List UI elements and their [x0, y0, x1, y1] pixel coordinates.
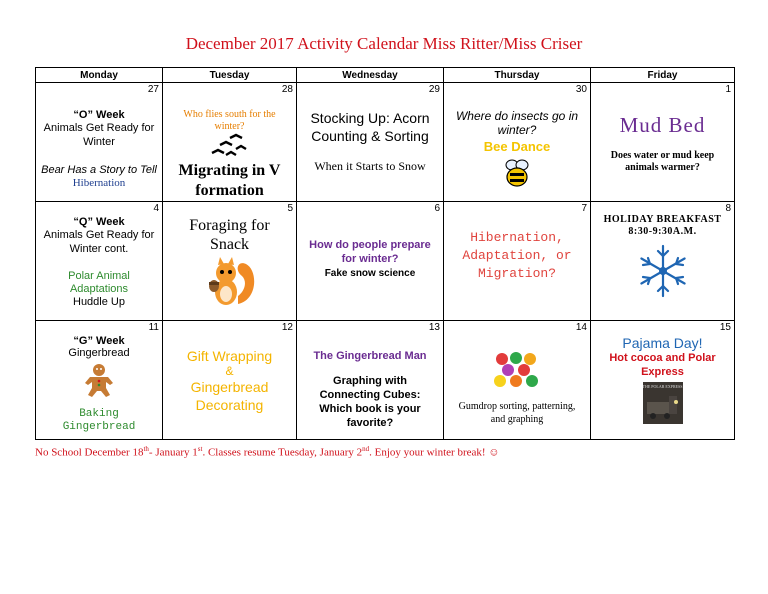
activity-text: Foraging for Snack: [189, 217, 270, 253]
activity-text: Stocking Up: Acorn Counting & Sorting: [310, 110, 430, 144]
footer-sup: st: [197, 445, 203, 453]
day-cell: [163, 202, 297, 321]
squirrel-icon: [163, 256, 296, 313]
geese-icon: [163, 133, 296, 161]
date-number: 4: [153, 203, 159, 214]
day-header-friday: Friday: [591, 68, 735, 83]
day-cell: [163, 321, 297, 440]
footer-text: No School December 18: [35, 446, 144, 459]
day-cell: [163, 83, 297, 202]
day-cell: [297, 321, 444, 440]
day-cell: [591, 83, 735, 202]
footer-sup: nd: [362, 445, 370, 453]
day-cell: [36, 321, 163, 440]
activity-text: Hibernation, Adaptation, or Migration?: [462, 230, 572, 281]
activity-text: Huddle Up: [73, 296, 125, 308]
activity-text: Bee Dance: [483, 139, 551, 154]
activity-text: HOLIDAY BREAKFAST 8:30-9:30A.M.: [603, 214, 722, 237]
week-row: [36, 321, 735, 440]
date-number: 29: [428, 84, 440, 95]
book-title: THE POLAR EXPRESS: [642, 384, 683, 389]
date-number: 12: [281, 322, 293, 333]
activity-text: Baking Gingerbread: [62, 408, 136, 433]
activity-text: Bear Has a Story to Tell: [41, 164, 157, 176]
question-text: Who flies south for the winter?: [183, 109, 276, 132]
date-number: 1: [725, 84, 731, 95]
day-header-wednesday: Wednesday: [297, 68, 444, 83]
activity-text: Gingerbread Decorating: [190, 379, 269, 413]
date-number: 15: [719, 322, 731, 333]
activity-text: Migrating in V formation: [178, 162, 281, 199]
day-header-row: [36, 68, 735, 83]
date-number: 6: [434, 203, 440, 214]
day-header-thursday: Thursday: [444, 68, 591, 83]
gumdrops-image: [444, 351, 590, 394]
date-number: 5: [287, 203, 293, 214]
activity-text: Does water or mud keep animals warmer?: [610, 150, 715, 173]
snowflake-icon: [591, 244, 734, 303]
activity-text: Gingerbread: [68, 347, 130, 359]
activity-title: How do people prepare for winter?: [309, 239, 431, 265]
day-cell: [591, 321, 735, 440]
day-cell: [444, 202, 591, 321]
calendar-table: [35, 67, 735, 440]
day-cell: [444, 83, 591, 202]
activity-text: Fake snow science: [324, 268, 416, 279]
date-number: 8: [725, 203, 731, 214]
date-number: 11: [148, 322, 159, 333]
day-cell: [36, 202, 163, 321]
day-header-tuesday: Tuesday: [163, 68, 297, 83]
day-cell: [297, 202, 444, 321]
day-cell: [444, 321, 591, 440]
activity-title: The Gingerbread Man: [313, 350, 427, 362]
no-school-note: [35, 445, 500, 459]
footer-text: . Enjoy your winter break! ☺: [369, 446, 500, 459]
week-row: [36, 83, 735, 202]
polar-express-book-cover: [643, 382, 683, 424]
activity-text: Polar Animal Adaptations: [68, 270, 130, 295]
date-number: 13: [428, 322, 440, 333]
week-letter: “G” Week: [73, 335, 125, 347]
footer-text: - January 1: [148, 446, 198, 459]
bee-icon: [444, 156, 590, 195]
activity-title: Mud Bed: [619, 113, 706, 137]
activity-text: Gumdrop sorting, patterning, and graphing: [458, 401, 576, 425]
day-cell: [36, 83, 163, 202]
activity-text: &: [225, 364, 234, 378]
activity-title: Pajama Day!: [622, 335, 703, 351]
day-cell: [591, 202, 735, 321]
gingerbread-icon: [36, 363, 162, 402]
date-number: 27: [147, 84, 159, 95]
activity-text: Animals Get Ready for Winter: [43, 122, 155, 148]
week-letter: “O” Week: [73, 109, 125, 121]
footer-text: . Classes resume Tuesday, January 2: [202, 446, 363, 459]
activity-text: Graphing with Connecting Cubes: Which book is your favorite?: [319, 375, 421, 429]
date-number: 14: [575, 322, 587, 333]
date-number: 30: [575, 84, 587, 95]
date-number: 7: [581, 203, 587, 214]
date-number: 28: [281, 84, 293, 95]
day-cell: [297, 83, 444, 202]
activity-text: Gift Wrapping: [186, 348, 273, 364]
week-letter: “Q” Week: [73, 216, 125, 228]
question-text: Where do insects go in winter?: [455, 109, 579, 137]
activity-text: Animals Get Ready for Winter cont.: [43, 229, 155, 255]
footer-sup: th: [143, 445, 149, 453]
day-header-monday: Monday: [36, 68, 163, 83]
activity-text: When it Starts to Snow: [314, 159, 426, 173]
activity-text: Hibernation: [72, 177, 126, 189]
week-row: [36, 202, 735, 321]
calendar-title: December 2017 Activity Calendar Miss Ritter/Miss Criser: [185, 34, 583, 53]
activity-text: Hot cocoa and Polar Express: [609, 352, 716, 378]
